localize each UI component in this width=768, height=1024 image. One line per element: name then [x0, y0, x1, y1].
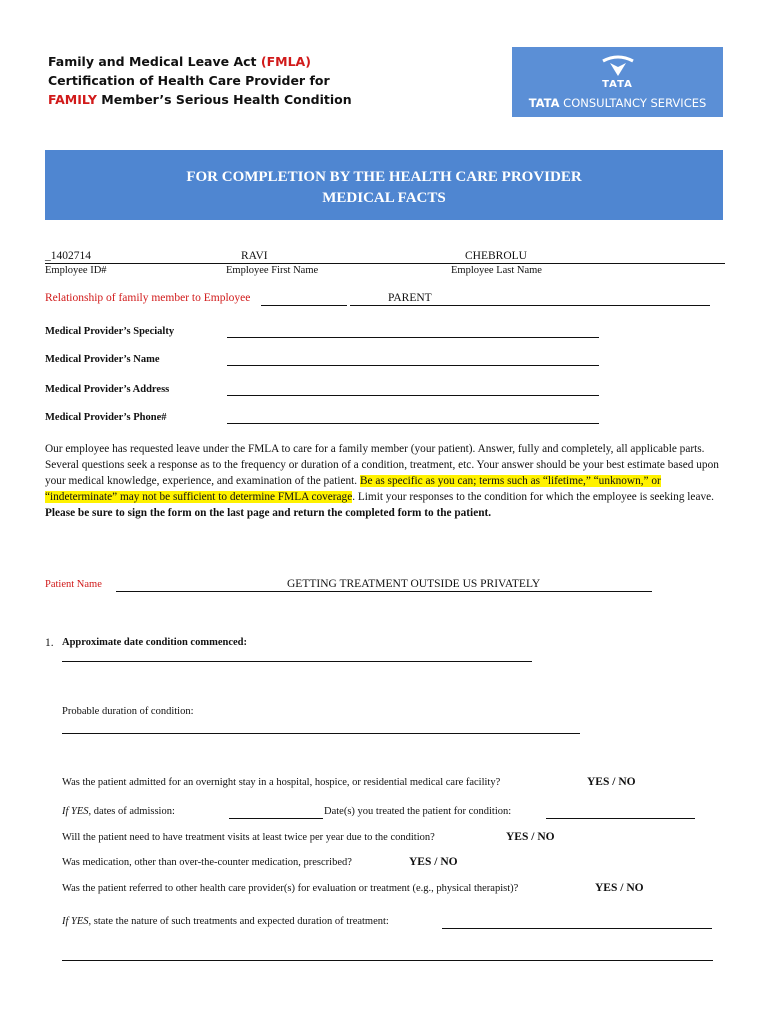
referral-yes-no[interactable]: YES / NO — [595, 882, 644, 894]
medication-yes-no[interactable]: YES / NO — [409, 856, 458, 868]
header-line-3: FAMILY Member’s Serious Health Condition — [48, 92, 352, 107]
provider-specialty-label: Medical Provider’s Specialty — [45, 326, 175, 337]
treated-dates-field[interactable] — [546, 818, 695, 819]
provider-address-field[interactable] — [227, 395, 599, 396]
admission-line: If YES, dates of admission: — [62, 806, 175, 817]
duration-label: Probable duration of condition: — [62, 706, 194, 717]
tata-logo-icon — [600, 55, 636, 77]
question-1-label: Approximate date condition commenced: — [62, 637, 247, 648]
employee-id-value: _1402714 — [45, 250, 91, 262]
employee-first-name-label: Employee First Name — [226, 265, 319, 276]
patient-name-field[interactable] — [116, 591, 652, 592]
treatment-nature-field-2[interactable] — [62, 960, 713, 961]
employee-id-label: Employee ID# — [45, 265, 107, 276]
logo-brand: TATA — [602, 79, 633, 90]
patient-name-label: Patient Name — [45, 579, 102, 590]
question-1-number: 1. — [45, 637, 54, 649]
highlighted-instruction: Be as specific as you can; terms such as “lifetime,” “unknown,” or “indeterminate” may not be sufficient to determine FMLA coverage — [45, 475, 661, 503]
overnight-yes-no[interactable]: YES / NO — [587, 776, 636, 788]
logo-company: TATA CONSULTANCY SERVICES — [528, 96, 707, 110]
instructions-paragraph: Our employee has requested leave under the FMLA to care for a family member (your patient). Answer, fully and completely, all applicable parts. Several questions seek a response as to the frequency or duration of a condition, treatment, etc. Your answer should be your best estimate based upon your medical knowledge, experience, and examination of the patient. Be as specific as you can; terms such as “lifetime,” “unknown,” or “indeterminate” may not be sufficient to determine FMLA coverage. Limit your responses to the condition for which the employee is seeking leave. Please be sure to sign the form on the last page and return the completed form to the patient. — [45, 443, 719, 519]
provider-name-label: Medical Provider’s Name — [45, 354, 160, 365]
medication-question: Was medication, other than over-the-counter medication, prescribed? — [62, 857, 352, 868]
employee-info-line[interactable] — [45, 263, 725, 264]
patient-name-value: GETTING TREATMENT OUTSIDE US PRIVATELY — [287, 578, 541, 590]
banner-line-1: FOR COMPLETION BY THE HEALTH CARE PROVIDER — [186, 169, 582, 185]
referral-question: Was the patient referred to other health care provider(s) for evaluation or treatment (e.g., physical therapist)? — [62, 883, 519, 894]
tcs-logo — [512, 47, 723, 117]
relationship-value: PARENT — [388, 292, 432, 304]
provider-name-field[interactable] — [227, 365, 599, 366]
relationship-field[interactable] — [350, 305, 710, 306]
visits-yes-no[interactable]: YES / NO — [506, 831, 555, 843]
provider-phone-label: Medical Provider’s Phone# — [45, 412, 167, 423]
banner-line-2: MEDICAL FACTS — [322, 190, 446, 206]
provider-specialty-field[interactable] — [227, 337, 599, 338]
employee-first-name-value: RAVI — [241, 250, 268, 262]
relationship-blank-1[interactable] — [261, 305, 347, 306]
provider-phone-field[interactable] — [227, 423, 599, 424]
treatment-nature-field[interactable] — [442, 928, 712, 929]
header-line-2: Certification of Health Care Provider for — [48, 73, 330, 88]
employee-last-name-label: Employee Last Name — [451, 265, 542, 276]
treated-dates-label: Date(s) you treated the patient for condition: — [324, 806, 512, 817]
employee-last-name-value: CHEBROLU — [465, 250, 527, 262]
provider-address-label: Medical Provider’s Address — [45, 384, 170, 395]
header-line-1: Family and Medical Leave Act (FMLA) — [48, 54, 311, 69]
section-banner — [45, 150, 723, 220]
relationship-label: Relationship of family member to Employee — [45, 292, 251, 304]
treatment-nature-line: If YES, state the nature of such treatments and expected duration of treatment: — [62, 916, 389, 927]
date-commenced-field[interactable] — [62, 661, 532, 662]
overnight-question: Was the patient admitted for an overnight stay in a hospital, hospice, or residential medical care facility? — [62, 777, 501, 788]
form-header — [48, 52, 352, 109]
admission-dates-field[interactable] — [229, 818, 323, 819]
duration-field[interactable] — [62, 733, 580, 734]
visits-question: Will the patient need to have treatment visits at least twice per year due to the condition? — [62, 832, 435, 843]
